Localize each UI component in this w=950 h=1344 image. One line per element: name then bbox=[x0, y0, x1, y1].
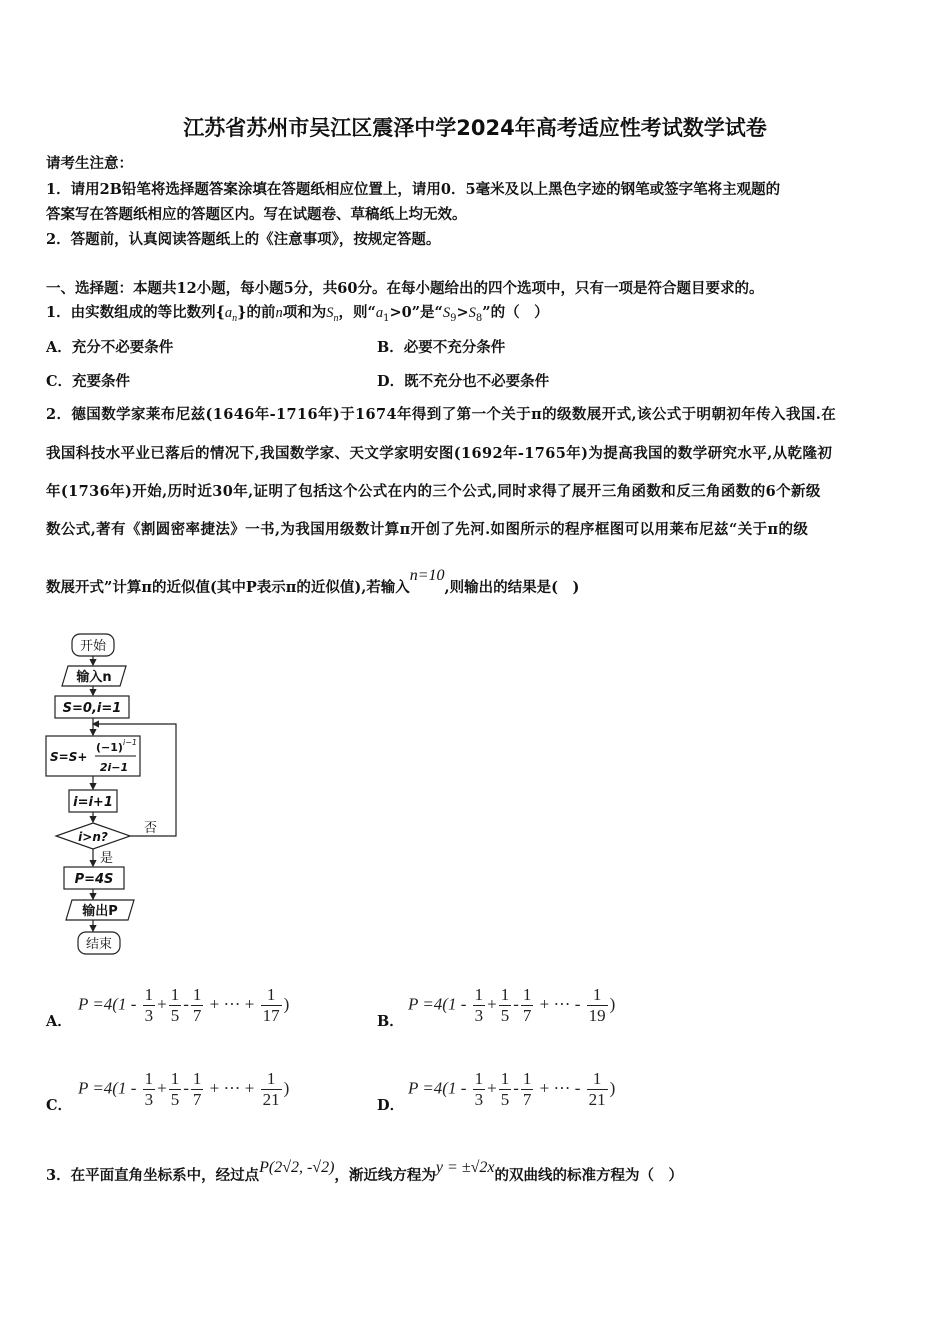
question-1-stem: 1．由实数组成的等比数列$\{a_n\}$的前n项和为$S_n$，则“$a_1>0$”是“$S_9>S_8$”的（ ） bbox=[46, 304, 549, 324]
q2-option-b-label[interactable]: B． bbox=[377, 1013, 404, 1030]
question-2-line-1: 2．德国数学家莱布尼兹(1646年-1716年)于1674年得到了第一个关于π的级数展开式,该公式于明朝初年传入我国.在 bbox=[46, 406, 837, 423]
q3-point-math: P(2√2, -√2) bbox=[259, 1159, 335, 1176]
flow-update-exp: i−1 bbox=[123, 738, 138, 747]
section-heading: 一、选择题：本题共12小题，每小题5分，共60分。在每小题给出的四个选项中，只有一项是符合题目要求的。 bbox=[46, 280, 764, 297]
question-3-stem: 3．在平面直角坐标系中，经过点P(2√2, -√2)，渐近线方程为y = ±√2x的双曲线的标准方程为（ ） bbox=[46, 1159, 683, 1184]
flow-end-label: 结束 bbox=[85, 937, 113, 952]
flow-init-label: S=0,i=1 bbox=[62, 701, 122, 716]
q2-option-a-formula[interactable]: P =4(1 - $\frac{1}{3}$ + $\frac{1}{5}$ - $\frac{1}{7}$ + ··· + $\frac{1}{17}$ ) bbox=[78, 985, 290, 1025]
q1-option-c[interactable]: C．充要条件 bbox=[46, 373, 131, 390]
program-flowchart bbox=[40, 628, 200, 958]
flow-update-den: 2i−1 bbox=[99, 761, 129, 774]
flow-increment-label: i=i+1 bbox=[73, 795, 113, 810]
question-2-line-2: 我国科技水平业已落后的情况下,我国数学家、天文学家明安图(1692年-1765年)为提高我国的数学研究水平,从乾隆初 bbox=[46, 445, 833, 462]
flow-condition-label: i>n? bbox=[78, 830, 108, 844]
q2-option-d-label[interactable]: D． bbox=[377, 1097, 405, 1114]
q2-option-c-label[interactable]: C． bbox=[46, 1097, 73, 1114]
question-2-line-4: 数公式,著有《割圆密率捷法》一书,为我国用级数计算π开创了先河.如图所示的程序框图可以用莱布尼兹“关于π的级 bbox=[46, 521, 809, 538]
page-title: 江苏省苏州市吴江区震泽中学2024年高考适应性考试数学试卷 bbox=[183, 116, 767, 140]
notice-line-3: 2．答题前，认真阅读答题纸上的《注意事项》，按规定答题。 bbox=[46, 231, 441, 248]
q2-option-c-formula[interactable]: P =4(1 - $\frac{1}{3}$ + $\frac{1}{5}$ - $\frac{1}{7}$ + ··· + $\frac{1}{21}$ ) bbox=[78, 1069, 290, 1109]
input-n-math: n=10 bbox=[409, 567, 445, 584]
q3-asymptote-math: y = ±√2x bbox=[435, 1159, 495, 1176]
flow-input-label: 输入n bbox=[76, 670, 112, 685]
flow-assign-label: P=4S bbox=[74, 872, 114, 887]
q2-option-a-label[interactable]: A． bbox=[46, 1013, 72, 1030]
notice-line-2: 答案写在答题纸相应的答题区内。写在试题卷、草稿纸上均无效。 bbox=[46, 206, 467, 223]
flow-update-lhs: S=S+ bbox=[50, 750, 88, 764]
q2-option-b-formula[interactable]: P =4(1 - $\frac{1}{3}$ + $\frac{1}{5}$ - $\frac{1}{7}$ + ··· - $\frac{1}{19}$ ) bbox=[408, 985, 616, 1025]
flow-no-label: 否 bbox=[144, 821, 158, 836]
notice-line-1: 1．请用2B铅笔将选择题答案涂填在答题纸相应位置上，请用0．5毫米及以上黑色字迹的钢笔或签字笔将主观题的 bbox=[46, 181, 781, 198]
question-2-line-3: 年(1736年)开始,历时近30年,证明了包括这个公式在内的三个公式,同时求得了展开三角函数和反三角函数的6个新级 bbox=[46, 483, 821, 500]
q2-option-d-formula[interactable]: P =4(1 - $\frac{1}{3}$ + $\frac{1}{5}$ - $\frac{1}{7}$ + ··· - $\frac{1}{21}$ ) bbox=[408, 1069, 616, 1109]
flow-yes-label: 是 bbox=[100, 851, 114, 866]
question-2-line-5: 数展开式”计算π的近似值(其中P表示π的近似值),若输入n=10,则输出的结果是( ) bbox=[46, 567, 580, 596]
flow-start-label: 开始 bbox=[79, 639, 107, 654]
notice-heading: 请考生注意： bbox=[46, 155, 133, 172]
q1-option-a[interactable]: A．充分不必要条件 bbox=[46, 339, 174, 356]
q1-option-d[interactable]: D．既不充分也不必要条件 bbox=[377, 373, 550, 390]
q1-option-b[interactable]: B．必要不充分条件 bbox=[377, 339, 506, 356]
flow-output-label: 输出P bbox=[82, 904, 118, 919]
flow-update-num: (−1) bbox=[96, 741, 123, 754]
